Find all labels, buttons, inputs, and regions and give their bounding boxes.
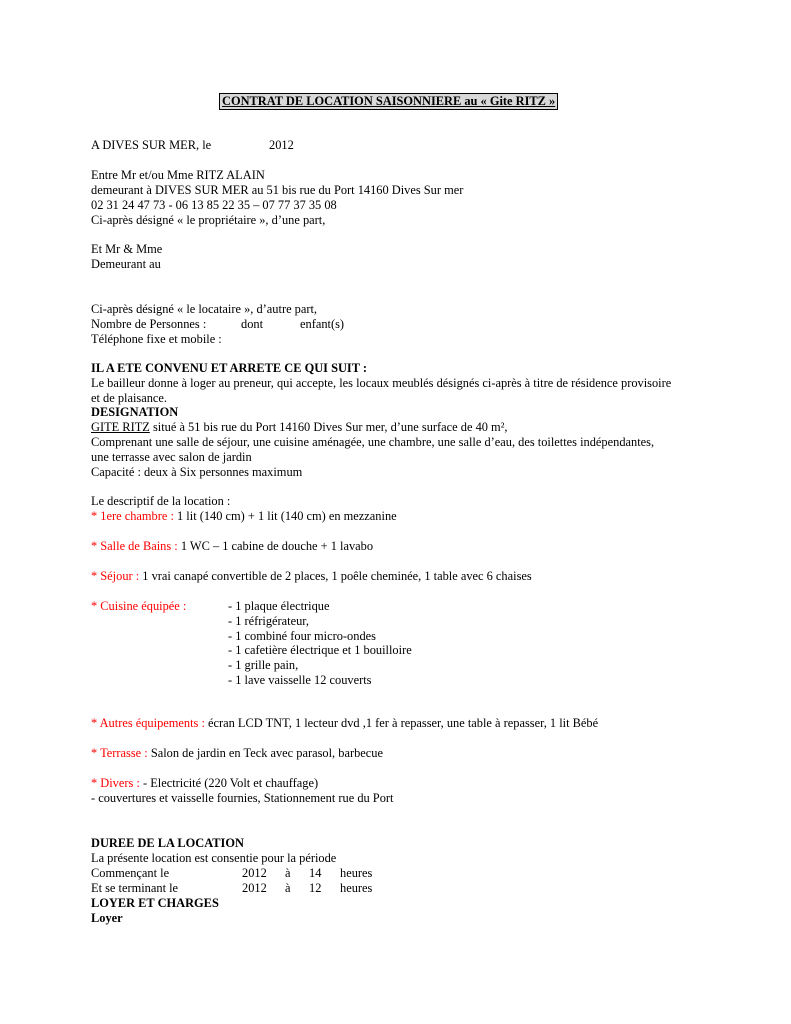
- agreement-heading: IL A ETE CONVENU ET ARRETE CE QUI SUIT :: [91, 361, 368, 375]
- gite-address: situé à 51 bis rue du Port 14160 Dives Sur mer, d’une surface de 40 m²,: [149, 420, 508, 434]
- start-at: à: [285, 866, 291, 880]
- contract-title: CONTRAT DE LOCATION SAISONNIERE au « Gite RITZ »: [219, 93, 558, 110]
- kitchen-item: - 1 lave vaisselle 12 couverts: [228, 673, 372, 687]
- living-text: 1 vrai canapé convertible de 2 places, 1 poêle cheminée, 1 table avec 6 chaises: [142, 569, 532, 583]
- terrace-line: [91, 746, 383, 761]
- end-at: à: [285, 881, 291, 895]
- tenant-address-label: Demeurant au: [91, 257, 161, 271]
- persons-dont: dont: [241, 317, 264, 331]
- end-unit: heures: [340, 881, 373, 895]
- kitchen-item: - 1 grille pain,: [228, 658, 299, 672]
- gite-name: GITE RITZ: [91, 420, 150, 434]
- bathroom-line: [91, 539, 373, 554]
- persons-label: Nombre de Personnes :: [91, 317, 207, 331]
- agreement-text-2: et de plaisance.: [91, 391, 168, 405]
- contract-year: 2012: [269, 138, 294, 152]
- owner-address: demeurant à DIVES SUR MER au 51 bis rue du Port 14160 Dives Sur mer: [91, 183, 464, 197]
- phone-label: Téléphone fixe et mobile :: [91, 332, 222, 346]
- duration-heading: DUREE DE LA LOCATION: [91, 836, 244, 850]
- kitchen-item: - 1 plaque électrique: [228, 599, 330, 613]
- description-intro: Le descriptif de la location :: [91, 494, 231, 508]
- misc-label: * Divers :: [91, 776, 143, 790]
- designation-line3: une terrasse avec salon de jardin: [91, 450, 252, 464]
- bedroom-line: [91, 509, 397, 524]
- designation-line2: Comprenant une salle de séjour, une cuisine aménagée, une chambre, une salle d’eau, des toilettes indépendantes,: [91, 435, 655, 449]
- duration-intro: La présente location est consentie pour la période: [91, 851, 337, 865]
- misc-line: [91, 776, 318, 791]
- tenant-line1: Et Mr & Mme: [91, 242, 163, 256]
- start-hour: 14: [309, 866, 322, 880]
- start-unit: heures: [340, 866, 373, 880]
- start-label: Commençant le: [91, 866, 170, 880]
- owner-designation: Ci-après désigné « le propriétaire », d’une part,: [91, 213, 326, 227]
- rent-subheading: Loyer: [91, 911, 123, 925]
- capacity: Capacité : deux à Six personnes maximum: [91, 465, 303, 479]
- designation-heading: DESIGNATION: [91, 405, 179, 419]
- bedroom-text: 1 lit (140 cm) + 1 lit (140 cm) en mezzanine: [177, 509, 397, 523]
- agreement-text-1: Le bailleur donne à loger au preneur, qui accepte, les locaux meublés désignés ci-après à titre de résidence provisoire: [91, 376, 672, 390]
- end-year: 2012: [242, 881, 267, 895]
- living-label: * Séjour :: [91, 569, 143, 583]
- kitchen-label: * Cuisine équipée :: [91, 599, 187, 613]
- terrace-label: * Terrasse :: [91, 746, 151, 760]
- bathroom-text: 1 WC – 1 cabine de douche + 1 lavabo: [180, 539, 374, 553]
- other-equipment-label: * Autres équipements :: [91, 716, 209, 730]
- rent-heading: LOYER ET CHARGES: [91, 896, 219, 910]
- bedroom-label: * 1ere chambre :: [91, 509, 178, 523]
- owner-phones: 02 31 24 47 73 - 06 13 85 22 35 – 07 77 37 35 08: [91, 198, 337, 212]
- misc-text: - Electricité (220 Volt et chauffage): [142, 776, 319, 790]
- misc-line-2: - couvertures et vaisselle fournies, Stationnement rue du Port: [91, 791, 394, 805]
- terrace-text: Salon de jardin en Teck avec parasol, barbecue: [150, 746, 383, 760]
- kitchen-item: - 1 cafetière électrique et 1 bouilloire: [228, 643, 412, 657]
- end-hour: 12: [309, 881, 322, 895]
- tenant-designation: Ci-après désigné « le locataire », d’autre part,: [91, 302, 318, 316]
- place-date-label: A DIVES SUR MER, le: [91, 138, 212, 152]
- end-label: Et se terminant le: [91, 881, 179, 895]
- living-line: [91, 569, 532, 584]
- persons-children: enfant(s): [300, 317, 345, 331]
- kitchen-item: - 1 combiné four micro-ondes: [228, 629, 376, 643]
- start-year: 2012: [242, 866, 267, 880]
- other-equipment-line: [91, 716, 598, 731]
- other-equipment-text: écran LCD TNT, 1 lecteur dvd ,1 fer à repasser, une table à repasser, 1 lit Bébé: [208, 716, 599, 730]
- bathroom-label: * Salle de Bains :: [91, 539, 181, 553]
- designation-line1: [91, 420, 508, 435]
- owner-line1: Entre Mr et/ou Mme RITZ ALAIN: [91, 168, 265, 182]
- kitchen-item: - 1 réfrigérateur,: [228, 614, 310, 628]
